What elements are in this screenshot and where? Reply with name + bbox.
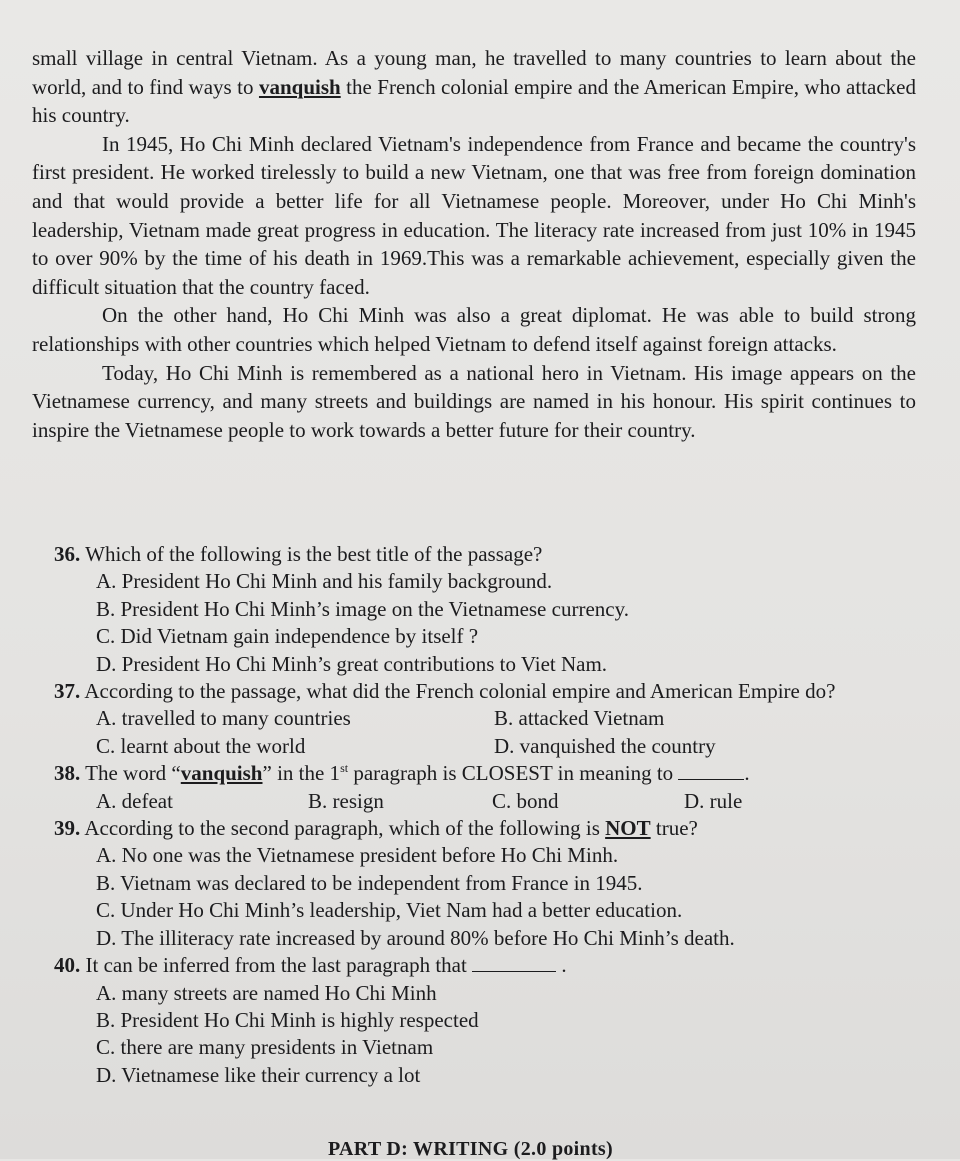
option: D. The illiteracy rate increased by around 80% before Ho Chi Minh’s death. [96,925,735,950]
option: D. President Ho Chi Minh’s great contributions to Viet Nam. [96,651,608,676]
question-38-options [96,788,920,815]
option: C. bond [492,788,559,813]
not-emphasis: NOT [605,816,651,841]
option: C. there are many presidents in Vietnam [96,1035,434,1060]
question-36 [54,541,920,678]
option: B. President Ho Chi Minh is highly respected [96,1007,479,1032]
question-40 [54,952,920,1089]
part-d-heading: PART D: WRITING (2.0 points) [328,1138,613,1160]
question-36-stem: 36. Which of the following is the best title of the passage? [54,542,543,566]
paragraph-2: In 1945, Ho Chi Minh declared Vietnam's independence from France and became the country's first president. He worked tirelessly to build a new Vietnam, one that was free from foreign domination and that would provide a better life for all Vietnamese people. Moreover, under Ho Chi Minh's leadership, Vietnam made great progress in education. The literacy rate increased from just 10% in 1945 to over 90% by the time of his death in 1969.This was a remarkable achievement, especially given the difficult situation that the country faced. [32,131,916,299]
option: C. learnt about the world [96,733,306,758]
option: B. attacked Vietnam [494,706,665,731]
paragraph-4: Today, Ho Chi Minh is remembered as a national hero in Vietnam. His image appears on the Vietnamese currency, and many streets and buildings are named in his honour. His spirit continues to inspire the Vietnamese people to work towards a better future for their country. [32,360,916,442]
question-39-stem: 39. According to the second paragraph, which of the following is NOT true? [54,816,698,841]
option: A. defeat [96,788,173,813]
option: B. resign [308,788,384,813]
question-list [54,541,920,1089]
reading-passage [32,44,916,444]
option: A. many streets are named Ho Chi Minh [96,980,437,1005]
option: D. vanquished the country [494,733,716,758]
option: B. President Ho Chi Minh’s image on the Vietnamese currency. [96,596,629,621]
option: A. No one was the Vietnamese president before Ho Chi Minh. [96,843,619,868]
question-38 [54,760,920,815]
option: A. travelled to many countries [96,706,351,731]
answer-blank [472,953,556,972]
option: A. President Ho Chi Minh and his family background. [96,569,553,594]
question-38-stem: 38. The word “vanquish” in the 1st paragraph is CLOSEST in meaning to . [54,761,750,786]
option: D. rule [684,788,743,813]
paragraph-3: On the other hand, Ho Chi Minh was also a great diplomat. He was able to build strong relationships with other countries which helped Vietnam to defend itself against foreign attacks. [32,303,916,356]
option: C. Under Ho Chi Minh’s leadership, Viet Nam had a better education. [96,898,683,923]
question-37 [54,678,920,760]
question-37-options [96,705,920,760]
option: D. Vietnamese like their currency a lot [96,1062,421,1087]
option: B. Vietnam was declared to be independent from France in 1945. [96,870,643,895]
answer-blank [678,761,744,780]
option: C. Did Vietnam gain independence by itself ? [96,624,479,649]
question-37-stem: 37. According to the passage, what did the French colonial empire and American Empire do? [54,679,836,704]
vanquish-word: vanquish [180,761,263,786]
paragraph-1: small village in central Vietnam. As a young man, he travelled to many countries to learn about the world, and to find ways to vanquish the French colonial empire and the American Empire, who attacked his country. [32,46,916,128]
question-39 [54,815,920,952]
question-40-stem: 40. It can be inferred from the last paragraph that . [54,953,567,978]
vanquish-word: vanquish [258,74,341,99]
